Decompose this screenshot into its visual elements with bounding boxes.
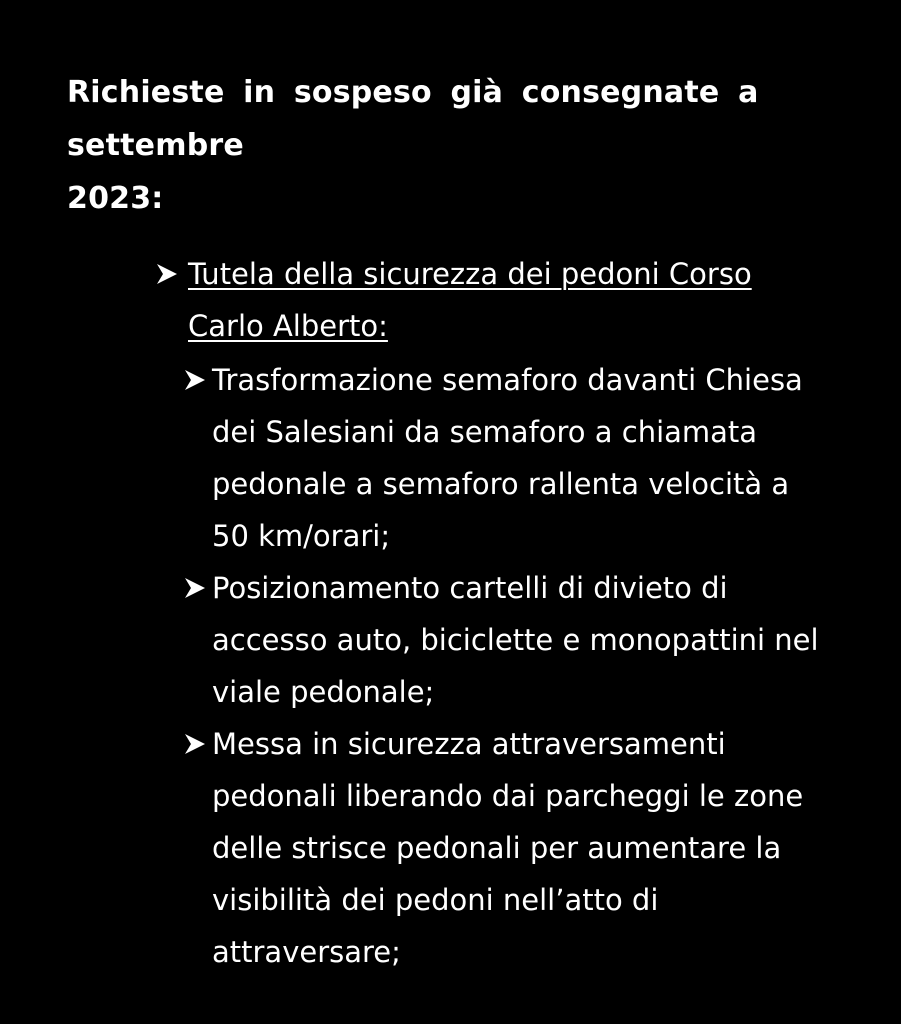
- main-bullet-line-1: Tutela della sicurezza dei pedoni Corso: [188, 257, 752, 291]
- sub-bullet-line: Messa in sicurezza attraversamenti: [212, 727, 726, 761]
- sub-bullet-text: [184, 718, 844, 978]
- sub-bullet-text: [184, 354, 844, 562]
- sub-bullet-line: pedonali liberando dai parcheggi le zone: [212, 779, 804, 813]
- title-line-2: 2023:: [67, 181, 164, 216]
- main-bullet-text: [156, 248, 816, 352]
- main-bullet-line-2: Carlo Alberto:: [188, 309, 388, 343]
- sub-bullet-item: [184, 562, 844, 718]
- sub-bullet-line: pedonale a semaforo rallenta velocità a: [212, 467, 790, 501]
- sub-bullet-line: Trasformazione semaforo davanti Chiesa: [212, 363, 803, 397]
- sub-bullet-line: dei Salesiani da semaforo a chiamata: [212, 415, 758, 449]
- sub-bullet-item: [184, 718, 844, 978]
- sub-bullet-line: accesso auto, biciclette e monopattini nel: [212, 623, 819, 657]
- arrowhead-bullet-icon: [184, 733, 206, 755]
- sub-bullet-item: [184, 354, 844, 562]
- sub-bullet-line: attraversare;: [212, 935, 401, 969]
- arrowhead-bullet-icon: [184, 577, 206, 599]
- sub-bullet-line: Posizionamento cartelli di divieto di: [212, 571, 728, 605]
- main-bullet-item: [156, 248, 816, 352]
- title-line-1: Richieste in sospeso già consegnate a settembre: [67, 75, 759, 163]
- arrowhead-bullet-icon: [156, 263, 178, 285]
- sub-bullet-line: 50 km/orari;: [212, 519, 391, 553]
- sub-bullet-line: viale pedonale;: [212, 675, 435, 709]
- sub-bullet-text: [184, 562, 844, 718]
- sub-bullet-line: delle strisce pedonali per aumentare la: [212, 831, 782, 865]
- page-title: [67, 66, 837, 225]
- sub-bullet-line: visibilità dei pedoni nell’atto di: [212, 883, 659, 917]
- arrowhead-bullet-icon: [184, 369, 206, 391]
